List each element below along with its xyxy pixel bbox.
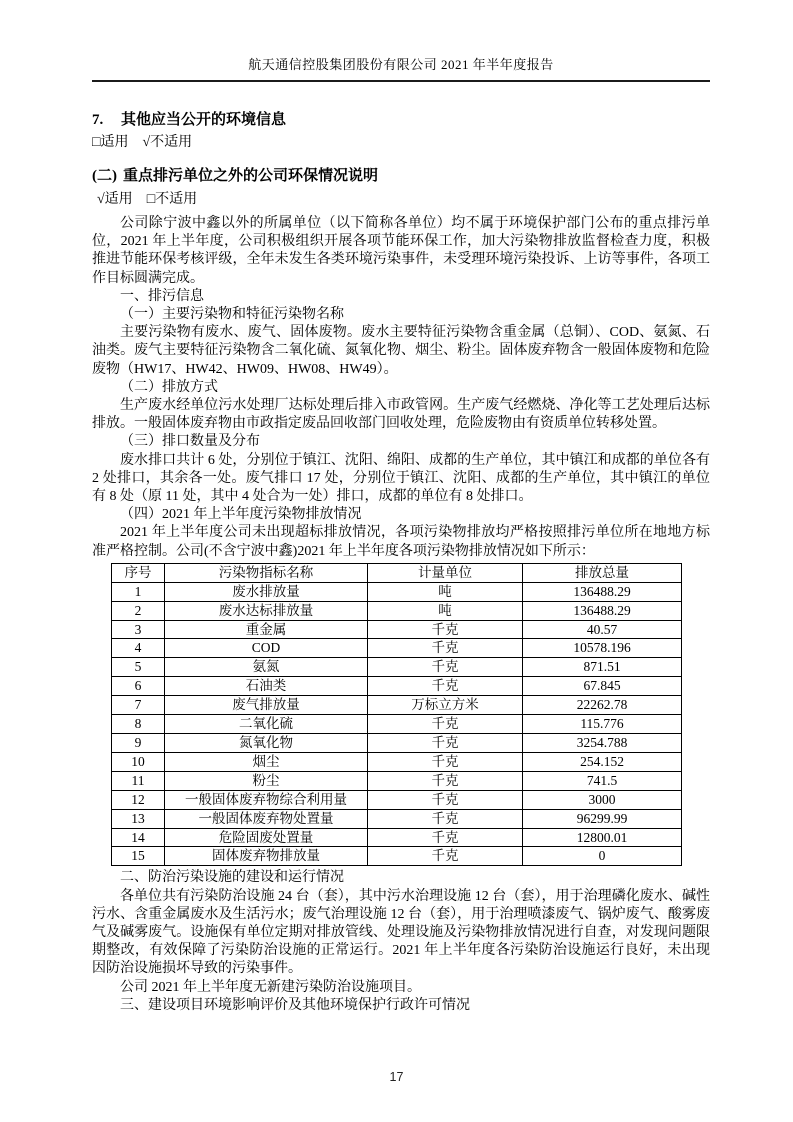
- table-header-row: [112, 563, 682, 582]
- column-header-total: 排放总量: [523, 563, 682, 582]
- row-seq: 11: [112, 771, 165, 790]
- total-amount: 254.152: [523, 752, 682, 771]
- table-row: [112, 847, 682, 866]
- pollutant-name: 重金属: [165, 620, 368, 639]
- unit: 千克: [368, 677, 523, 696]
- not-applicable-checked-option: √不适用: [142, 135, 193, 150]
- column-header-seq: 序号: [112, 563, 165, 582]
- section-7-applicability: [92, 134, 710, 151]
- unit: 千克: [368, 752, 523, 771]
- row-seq: 14: [112, 828, 165, 847]
- section-7-heading: [92, 112, 710, 129]
- outlet-distribution-paragraph: 废水排口共计 6 处，分别位于镇江、沈阳、绵阳、成都的生产单位，其中镇江和成都的单位各有 2 处排口，其余各一处。废气排口 17 处，分别位于镇江、沈阳、成都的生产单位，其中镇江的单位有 8 处（原 11 处，其中 4 处合为一处）排口，成都的单位有 8 处排口。: [92, 452, 710, 505]
- total-amount: 12800.01: [523, 828, 682, 847]
- row-seq: 3: [112, 620, 165, 639]
- section-7-title: 其他应当公开的环境信息: [121, 112, 287, 128]
- pollutant-name: 二氧化硫: [165, 715, 368, 734]
- section-2-applicability: [92, 191, 710, 208]
- row-seq: 6: [112, 677, 165, 696]
- part-1-sub-3-heading: （三）排口数量及分布: [120, 434, 260, 450]
- section-2-number: (二): [92, 168, 117, 184]
- row-seq: 10: [112, 752, 165, 771]
- total-amount: 871.51: [523, 658, 682, 677]
- no-new-facilities-line: 公司 2021 年上半年度无新建污染防治设施项目。: [120, 979, 421, 995]
- column-header-unit: 计量单位: [368, 563, 523, 582]
- page-number: 17: [389, 1070, 404, 1084]
- total-amount: 22262.78: [523, 696, 682, 715]
- unit: 吨: [368, 601, 523, 620]
- row-seq: 12: [112, 790, 165, 809]
- pollutant-emission-table: [111, 563, 682, 867]
- row-seq: 2: [112, 601, 165, 620]
- unit: 千克: [368, 639, 523, 658]
- table-row: [112, 696, 682, 715]
- row-seq: 4: [112, 639, 165, 658]
- table-row: [112, 601, 682, 620]
- total-amount: 40.57: [523, 620, 682, 639]
- row-seq: 1: [112, 582, 165, 601]
- page-header: [92, 45, 710, 82]
- part-1-sub-2-heading: （二）排放方式: [120, 379, 218, 395]
- section-2-title: 重点排污单位之外的公司环保情况说明: [123, 168, 379, 184]
- applicable-unchecked-option: □适用: [92, 135, 129, 150]
- total-amount: 136488.29: [523, 582, 682, 601]
- unit: 千克: [368, 620, 523, 639]
- pollutant-name: 危险固废处置量: [165, 828, 368, 847]
- total-amount: 3000: [523, 790, 682, 809]
- total-amount: 96299.99: [523, 809, 682, 828]
- total-amount: 0: [523, 847, 682, 866]
- part-1-sub-4-heading: （四）2021 年上半年度污染物排放情况: [120, 507, 362, 523]
- total-amount: 115.776: [523, 715, 682, 734]
- pollutant-name: 一般固体废弃物综合利用量: [165, 790, 368, 809]
- table-row: [112, 582, 682, 601]
- page-content: [92, 45, 710, 1015]
- total-amount: 3254.788: [523, 734, 682, 753]
- table-row: [112, 715, 682, 734]
- table-row: [112, 809, 682, 828]
- part-3-heading: 三、建设项目环境影响评价及其他环境保护行政许可情况: [120, 997, 470, 1013]
- pollutant-table-body: [112, 582, 682, 866]
- pollutant-name: 氮氧化物: [165, 734, 368, 753]
- applicable-checked-option: √适用: [97, 192, 133, 207]
- total-amount: 741.5: [523, 771, 682, 790]
- total-amount: 10578.196: [523, 639, 682, 658]
- pollutant-name: 氨氮: [165, 658, 368, 677]
- table-row: [112, 734, 682, 753]
- part-2-heading: 二、防治污染设施的建设和运行情况: [120, 870, 344, 886]
- part-1-sub-1-heading: （一）主要污染物和特征污染物名称: [120, 307, 344, 323]
- pollutant-name: 石油类: [165, 677, 368, 696]
- table-row: [112, 677, 682, 696]
- pollutant-name: COD: [165, 639, 368, 658]
- row-seq: 15: [112, 847, 165, 866]
- pollutant-name: 烟尘: [165, 752, 368, 771]
- unit: 吨: [368, 582, 523, 601]
- pollutant-name: 一般固体废弃物处置量: [165, 809, 368, 828]
- table-row: [112, 752, 682, 771]
- table-row: [112, 639, 682, 658]
- unit: 千克: [368, 734, 523, 753]
- pollutant-names-paragraph: 主要污染物有废水、废气、固体废物。废水主要特征污染物含重金属（总铜）、COD、氨氮、石油类。废气主要特征污染物含二氧化硫、氮氧化物、烟尘、粉尘。固体废弃物含一般固体废物和危险废物（HW17、HW42、HW09、HW08、HW49）。: [92, 325, 710, 377]
- pollutant-name: 粉尘: [165, 771, 368, 790]
- table-row: [112, 790, 682, 809]
- report-header-title: 航天通信控股集团股份有限公司 2021 年半年度报告: [248, 57, 554, 72]
- unit: 千克: [368, 847, 523, 866]
- emission-situation-paragraph: 2021 年上半年度公司未出现超标排放情况，各项污染物排放均严格按照排污单位所在地地方标准严格控制。公司(不含宁波中鑫)2021 年上半年度各项污染物排放情况如下所示：: [92, 525, 710, 559]
- section-2-heading: [92, 168, 710, 185]
- not-applicable-unchecked-option: □不适用: [146, 192, 198, 207]
- pollution-control-facilities-paragraph: 各单位共有污染防治设施 24 台（套），其中污水治理设施 12 台（套），用于治理磷化废水、碱性污水、含重金属废水及生活污水；废气治理设施 12 台（套），用于治理喷漆废气、锅炉废气、酸雾废气及碱雾废气。设施保有单位定期对排放管线、处理设施及污染物排放情况进行自查，对发现问题限期整改，有效保障了污染防治设施的正常运行。2021 年上半年度各污染防治设施运行良好，未出现因防治设施损坏导致的污染事件。: [92, 888, 710, 977]
- pollutant-name: 废水排放量: [165, 582, 368, 601]
- table-row: [112, 620, 682, 639]
- part-1-heading: 一、排污信息: [120, 288, 204, 304]
- unit: 万标立方米: [368, 696, 523, 715]
- unit: 千克: [368, 790, 523, 809]
- section-7-number: 7.: [92, 112, 104, 128]
- intro-paragraph: 公司除宁波中鑫以外的所属单位（以下简称各单位）均不属于环境保护部门公布的重点排污单位，2021 年上半年度，公司积极组织开展各项节能环保工作，加大污染物排放监督检查力度，积极推进节能环保考核评级，全年未发生各类环境污染事件，未受理环境污染投诉、上访等事件，各项工作目标圆满完成。: [92, 216, 710, 286]
- column-header-pollutant-name: 污染物指标名称: [165, 563, 368, 582]
- unit: 千克: [368, 809, 523, 828]
- row-seq: 7: [112, 696, 165, 715]
- unit: 千克: [368, 715, 523, 734]
- row-seq: 13: [112, 809, 165, 828]
- table-row: [112, 828, 682, 847]
- table-row: [112, 771, 682, 790]
- unit: 千克: [368, 658, 523, 677]
- unit: 千克: [368, 828, 523, 847]
- row-seq: 5: [112, 658, 165, 677]
- total-amount: 67.845: [523, 677, 682, 696]
- row-seq: 8: [112, 715, 165, 734]
- pollutant-name: 固体废弃物排放量: [165, 847, 368, 866]
- total-amount: 136488.29: [523, 601, 682, 620]
- table-row: [112, 658, 682, 677]
- pollutant-name: 废水达标排放量: [165, 601, 368, 620]
- discharge-method-paragraph: 生产废水经单位污水处理厂达标处理后排入市政管网。生产废气经燃烧、净化等工艺处理后达标排放。一般固体废弃物由市政指定废品回收部门回收处理，危险废物由有资质单位转移处置。: [92, 398, 710, 432]
- pollutant-name: 废气排放量: [165, 696, 368, 715]
- row-seq: 9: [112, 734, 165, 753]
- unit: 千克: [368, 771, 523, 790]
